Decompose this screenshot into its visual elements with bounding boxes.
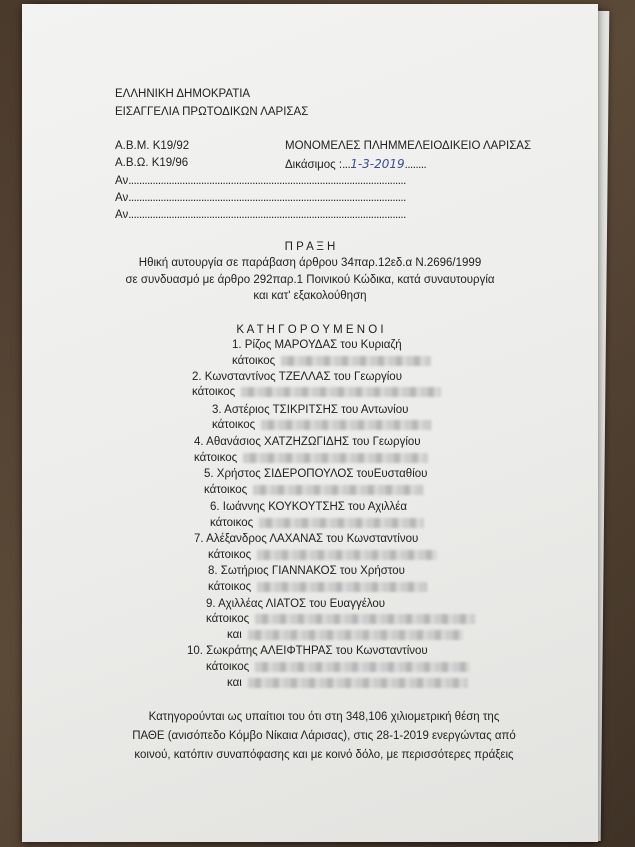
charge-paragraph — [114, 708, 534, 765]
hearing-label: Δικάσιμος : — [285, 159, 343, 171]
praxi-line-1: Ηθική αυτουργία σε παράβαση άρθρου 34παρ.12εδ.α Ν.2696/1999 — [138, 257, 482, 269]
accused-title: Κ Α Τ Η Γ Ο Ρ Ο Υ Μ Ε Ν Ο Ι — [236, 324, 384, 336]
resident-2: κάτοικος — [192, 386, 441, 398]
charge-line-1: Κατηγορούνται ως υπαίτιοι του ότι στη 348,106 χιλιομετρική θέση της — [148, 711, 500, 723]
abo-ref: Α.Β.Ω. Κ19/96 — [115, 157, 189, 169]
resident-5: κάτοικος — [204, 484, 423, 496]
resident-6: κάτοικος — [210, 517, 424, 529]
abm-ref: Α.Β.Μ. Κ19/92 — [115, 140, 190, 152]
accused-6: 6. Ιωάννης ΚΟΥΚΟΥΤΣΗΣ του Αχιλλέα — [210, 501, 408, 513]
document-page — [22, 4, 598, 842]
charge-line-3: κοινού, κατόπιν συναπόφασης και με κοινό δόλο, με περισσότερες πράξεις — [134, 749, 514, 761]
accused-9: 9. Αχιλλέας ΛΙΑΤΟΣ του Ευαγγέλου — [206, 598, 386, 610]
header-line-2: ΕΙΣΑΓΓΕΛΙΑ ΠΡΩΤΟΔΙΚΩΝ ΛΑΡΙΣΑΣ — [115, 106, 309, 118]
resident-1: κάτοικος — [232, 355, 431, 367]
praxi-line-2: σε συνδυασμό με άρθρο 292παρ.1 Ποινικού Κώδικα, κατά συναυτουργία — [125, 274, 495, 286]
hearing-date: 1-3-2019 — [350, 157, 405, 171]
resident-4: κάτοικος — [194, 452, 428, 464]
accused-3: 3. Αστέριος ΤΣΙΚΡΙΤΣΗΣ του Αντωνίου — [212, 404, 409, 416]
and-9: και — [227, 629, 463, 641]
av-line-1: Αν....................................................................................................... — [115, 175, 406, 187]
hearing-line: Δικάσιμος :...1-3-2019........ — [285, 157, 427, 171]
accused-10: 10. Σωκράτης ΑΛΕΙΦΤΗΡΑΣ του Κωνσταντίνου — [187, 645, 428, 657]
accused-5: 5. Χρήστος ΣΙΔΕΡΟΠΟΥΛΟΣ τουΕυσταθίου — [204, 468, 428, 480]
resident-9: κάτοικος — [206, 613, 475, 625]
accused-8: 8. Σωτήριος ΓΙΑΝΝΑΚΟΣ του Χρήστου — [208, 565, 405, 577]
resident-8: κάτοικος — [208, 581, 427, 593]
accused-1: 1. Ρίζος ΜΑΡΟΥΔΑΣ του Κυριαζή — [232, 339, 402, 351]
resident-10: κάτοικος — [206, 661, 470, 673]
av-line-3: Αν....................................................................................................... — [115, 209, 406, 221]
resident-7: κάτοικος — [208, 549, 437, 561]
charge-line-2: ΠΑΘΕ (ανισόπεδο Κόμβο Νίκαια Λάρισας), στις 28-1-2019 ενεργώντας από — [132, 730, 516, 742]
praxi-line-3: και κατ' εξακολούθηση — [253, 290, 367, 302]
av-line-2: Αν....................................................................................................... — [115, 192, 406, 204]
praxi-title: Π Ρ Α Ξ Η — [284, 241, 336, 253]
resident-3: κάτοικος — [212, 419, 431, 431]
court-name: ΜΟΝΟΜΕΛΕΣ ΠΛΗΜΜΕΛΕΙΟΔΙΚΕΙΟ ΛΑΡΙΣΑΣ — [285, 140, 532, 152]
accused-2: 2. Κωνσταντίνος ΤΖΕΛΛΑΣ του Γεωργίου — [192, 371, 402, 383]
accused-7: 7. Αλέξανδρος ΛΑΧΑΝΑΣ του Κωνσταντίνου — [194, 533, 419, 545]
and-10: και — [227, 677, 468, 689]
accused-4: 4. Αθανάσιος ΧΑΤΖΗΖΩΓΙΔΗΣ του Γεωργίου — [194, 436, 421, 448]
header-line-1: ΕΛΛΗΝΙΚΗ ΔΗΜΟΚΡΑΤΙΑ — [115, 88, 251, 100]
